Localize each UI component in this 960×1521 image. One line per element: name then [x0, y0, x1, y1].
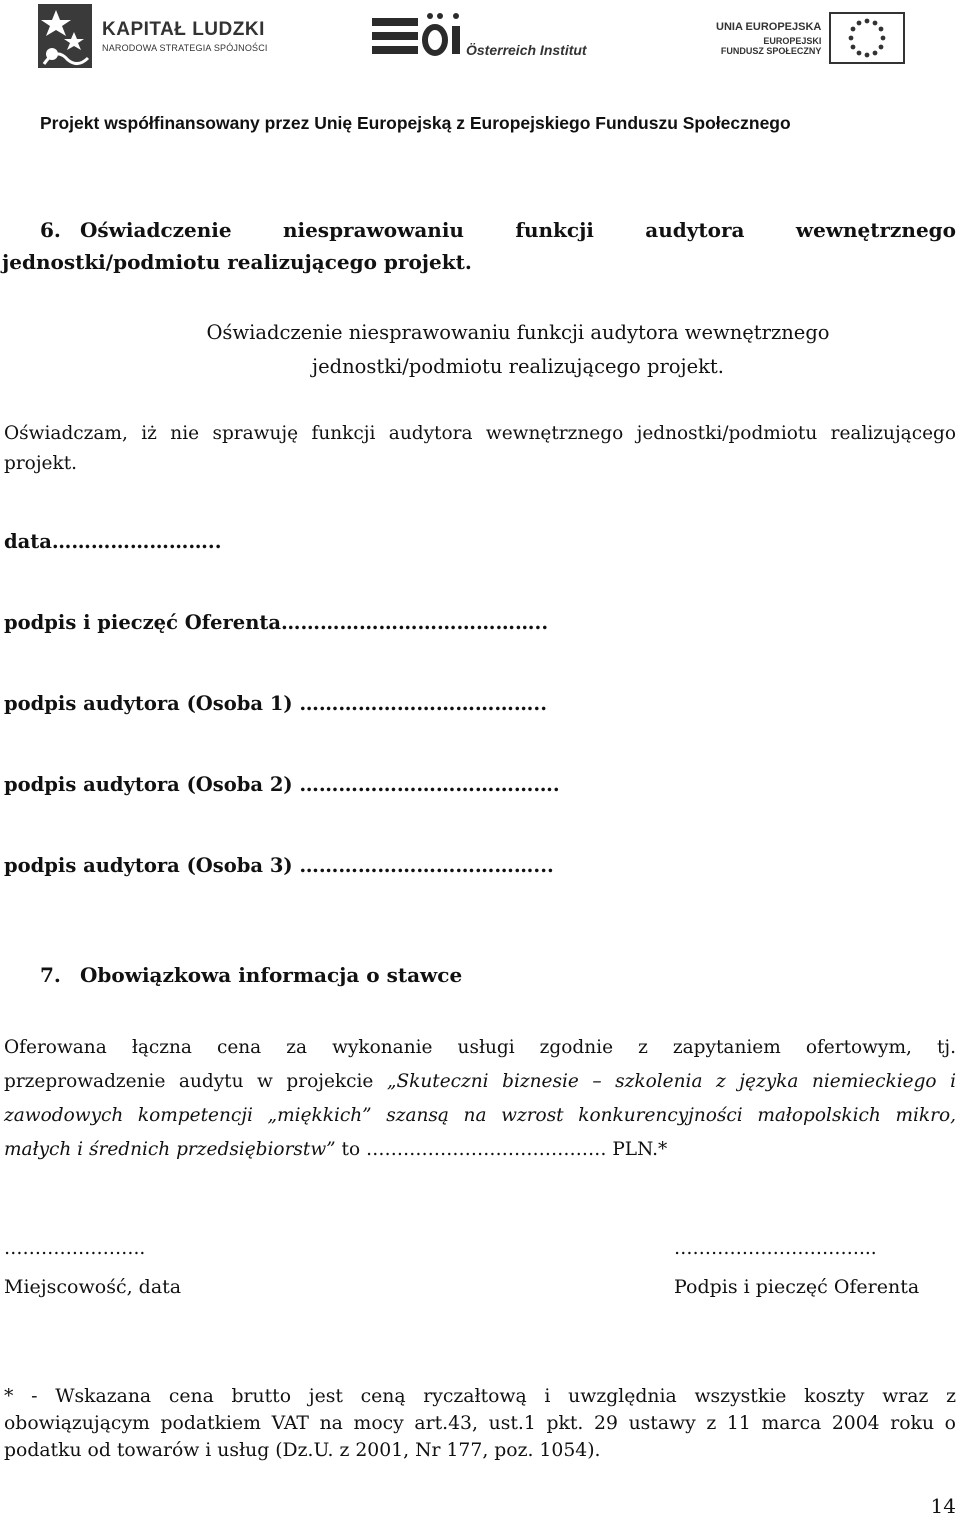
kapital-ludzki-title: KAPITAŁ LUDZKI: [102, 19, 265, 40]
statement-title-line1: Oświadczenie niesprawowaniu funkcji audytora wewnętrznego: [206, 321, 830, 344]
project-name-part1: „Skuteczni biznesie – szkolenia z języka niemieckiego i: [386, 1071, 956, 1092]
statement-text-line1: Oświadczam, iż nie sprawuję funkcji audytora wewnętrznego jednostki/podmiotu realizującego: [4, 423, 956, 444]
footnote-line1: * - Wskazana cena brutto jest ceną ryczałtową i uwzględnia wszystkie koszty wraz z: [4, 1386, 956, 1407]
page-number: 14: [930, 1494, 956, 1518]
price-paragraph: [4, 1031, 956, 1167]
oi-emblem-icon: [372, 10, 462, 60]
section-6-heading-line1: Oświadczenie niesprawowaniu funkcji audytora wewnętrznego: [80, 218, 956, 242]
section-6-number: 6.: [40, 218, 61, 242]
price-paragraph-line2-prefix: przeprowadzenie audytu w projekcie: [4, 1071, 387, 1092]
eu-logo: [716, 12, 905, 64]
footnote-line3: podatku od towarów i usług (Dz.U. z 2001, Nr 177, poz. 1054).: [4, 1440, 601, 1461]
kapital-ludzki-subtitle: NARODOWA STRATEGIA SPÓJNOŚCI: [102, 43, 268, 53]
date-field: data……………………..: [4, 530, 222, 553]
section-6-heading: [2, 218, 956, 274]
statement-text-line2: projekt.: [4, 453, 78, 474]
section-7-title: Obowiązkowa informacja o stawce: [80, 963, 463, 987]
section-6-heading-line2: jednostki/podmiotu realizującego projekt.: [2, 250, 472, 274]
osterreich-institut-logo: [372, 10, 587, 60]
eu-line3: FUNDUSZ SPOŁECZNY: [720, 45, 822, 56]
price-amount-field: to ………………………………… PLN.*: [335, 1139, 668, 1160]
price-paragraph-line4: [4, 1133, 956, 1167]
statement-text: [4, 423, 956, 474]
offerer-signature-label: Podpis i pieczęć Oferenta: [674, 1276, 920, 1298]
project-cofinancing-line: Projekt współfinansowany przez Unię Europejską z Europejskiego Funduszu Społecznego: [40, 113, 791, 133]
project-name-part2: zawodowych kompetencji „miękkich” szansą na wzrost konkurencyjności małopolskich mikro,: [4, 1105, 956, 1126]
kapital-ludzki-emblem-icon: [36, 2, 94, 70]
price-paragraph-line1: Oferowana łączna cena za wykonanie usługi zgodnie z zapytaniem ofertowym, tj.: [4, 1037, 956, 1058]
eu-flag-icon: [829, 12, 905, 64]
auditor-1-signature-field: podpis audytora (Osoba 1) ………………………………..: [4, 692, 547, 715]
offerer-signature-dots: …………………………...: [674, 1238, 877, 1259]
eu-line1: UNIA EUROPEJSKA: [716, 20, 822, 33]
project-name-part3: małych i średnich przedsiębiorstw”: [4, 1139, 336, 1160]
kapital-ludzki-logo: [36, 2, 268, 70]
place-date-dots: …………………..: [4, 1238, 146, 1259]
offerer-signature-field: podpis i pieczęć Oferenta…………………………………..: [4, 611, 549, 634]
section-7-number: 7.: [40, 963, 61, 987]
auditor-3-signature-field: podpis audytora (Osoba 3) ………………………………...: [4, 854, 554, 877]
price-paragraph-line2: [4, 1065, 956, 1099]
auditor-2-signature-field: podpis audytora (Osoba 2) ………………………………….: [4, 773, 560, 796]
osterreich-institut-text: Österreich Institut: [466, 42, 587, 58]
footnote-line2: obowiązującym podatkiem VAT na mocy art.43, ust.1 pkt. 29 ustawy z 11 marca 2004 roku o: [4, 1413, 956, 1434]
statement-title-line2: jednostki/podmiotu realizującego projekt.: [312, 355, 724, 378]
eu-line2: EUROPEJSKI: [763, 35, 822, 46]
place-date-label: Miejscowość, data: [4, 1276, 182, 1298]
section-7-heading: [40, 963, 462, 987]
price-footnote: [4, 1383, 956, 1464]
